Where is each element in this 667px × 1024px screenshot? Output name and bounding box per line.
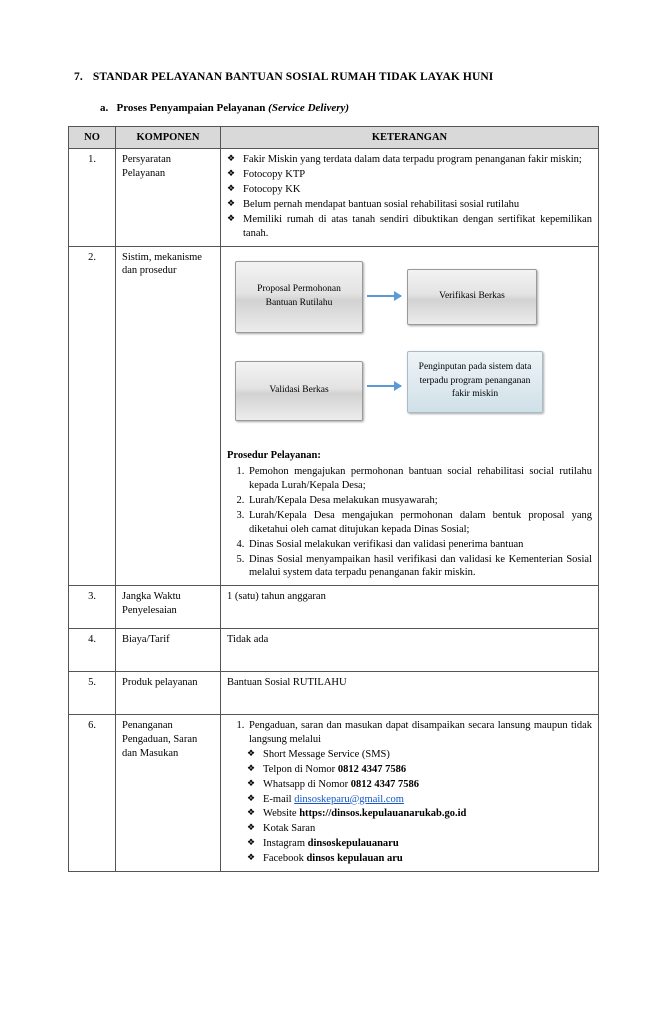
requirement-list (227, 153, 592, 240)
page-title (68, 70, 599, 86)
flow-box-penginputan: Penginputan pada sistem data terpadu program penanganan fakir miskin (407, 351, 543, 413)
row-komponen: Biaya/Tarif (116, 629, 221, 672)
row-komponen: Sistim, mekanisme dan prosedur (116, 246, 221, 586)
channel-label: Short Message Service (SMS) (263, 748, 390, 760)
list-item: 1. Pengaduan, saran dan masukan dapat disampaikan secara lansung maupun tidak langsung melalui (247, 719, 592, 747)
row-keterangan (221, 246, 599, 586)
flow-box-proposal: Proposal Permohonan Bantuan Rutilahu (235, 261, 363, 333)
table-row (69, 629, 599, 672)
list-item: ❖ Memiliki rumah di atas tanah sendiri dibuktikan dengan sertifikat kepemilikan tanah. (227, 213, 592, 241)
website-value: https://dinsos.kepulauanarukab.go.id (299, 808, 467, 820)
channel-value: dinsoskepulauanaru (307, 838, 399, 850)
procedure-list (227, 465, 592, 580)
row-komponen: Persyaratan Pelayanan (116, 149, 221, 246)
section-subtitle (68, 102, 599, 114)
list-item: 2. Lurah/Kepala Desa melakukan musyawarah; (247, 494, 592, 508)
flow-box-validasi: Validasi Berkas (235, 361, 363, 421)
header-komponen: KOMPONEN (116, 126, 221, 149)
row-komponen: Penanganan Pengaduan, Saran dan Masukan (116, 715, 221, 872)
subtitle-text: Proses Penyampaian Pelayanan (116, 101, 266, 114)
page-title-number: 7. (74, 71, 83, 83)
channel-label: Instagram (263, 838, 308, 850)
page-title-text: STANDAR PELAYANAN BANTUAN SOSIAL RUMAH TIDAK LAYAK HUNI (92, 71, 494, 83)
row-no: 4. (69, 629, 116, 672)
row-no: 5. (69, 672, 116, 715)
channel-value: 0812 4347 7586 (337, 763, 407, 775)
table-row (69, 715, 599, 872)
complaint-intro-list (227, 719, 592, 747)
header-no: NO (69, 126, 116, 149)
flow-arrow-right-icon (367, 295, 401, 297)
list-item (247, 748, 592, 762)
list-item: 3. Lurah/Kepala Desa mengajukan permohonan dalam bentuk proposal yang diketahui oleh camat ditujukan kepada Dinas Sosial; (247, 509, 592, 537)
list-item (247, 837, 592, 851)
list-item (247, 807, 592, 821)
table-row (69, 149, 599, 246)
list-item: 4. Dinas Sosial melakukan verifikasi dan validasi penerima bantuan (247, 538, 592, 552)
list-item (247, 763, 592, 777)
flow-arrow-right-icon (367, 385, 401, 387)
row-keterangan: 1 (satu) tahun anggaran (221, 586, 599, 629)
email-link[interactable]: dinsoskeparu@gmail.com (294, 793, 404, 805)
row-no: 6. (69, 715, 116, 872)
row-no: 2. (69, 246, 116, 586)
list-item: ❖ Fotocopy KK (227, 183, 592, 197)
list-item: ❖ Belum pernah mendapat bantuan sosial rehabilitasi sosial rutilahu (227, 198, 592, 212)
row-komponen: Produk pelayanan (116, 672, 221, 715)
list-item (247, 852, 592, 866)
row-keterangan (221, 715, 599, 872)
row-keterangan: Tidak ada (221, 629, 599, 672)
channel-label: Website (263, 808, 300, 820)
procedure-title: Prosedur Pelayanan: (227, 449, 321, 461)
service-standard-table (68, 126, 599, 872)
row-no: 1. (69, 149, 116, 246)
row-keterangan (221, 149, 599, 246)
row-komponen: Jangka Waktu Penyelesaian (116, 586, 221, 629)
row-no: 3. (69, 586, 116, 629)
channel-value: dinsos kepulauan aru (306, 853, 403, 864)
channel-value: 0812 4347 7586 (350, 778, 420, 790)
list-item (247, 822, 592, 836)
channel-label: Telpon di Nomor (263, 763, 338, 775)
channel-label: Whatsapp di Nomor (263, 778, 351, 790)
channel-label: Kotak Saran (263, 823, 316, 835)
table-row (69, 586, 599, 629)
list-item (247, 778, 592, 792)
complaint-channel-list (247, 748, 592, 866)
row-keterangan: Bantuan Sosial RUTILAHU (221, 672, 599, 715)
list-item: ❖ Fakir Miskin yang terdata dalam data terpadu program penanganan fakir miskin; (227, 153, 592, 167)
list-item (247, 793, 592, 807)
subtitle-italic: (Service Delivery) (268, 101, 350, 114)
list-item: 1. Pemohon mengajukan permohonan bantuan social rehabilitasi social rutilahu kepada Lurah/Kepala Desa; (247, 465, 592, 493)
table-header-row (69, 126, 599, 149)
subtitle-letter: a. (100, 101, 109, 114)
channel-label: E-mail (263, 793, 295, 805)
process-flow-diagram (227, 257, 592, 437)
header-keterangan: KETERANGAN (221, 126, 599, 149)
channel-label: Facebook (263, 853, 307, 864)
flow-box-verifikasi: Verifikasi Berkas (407, 269, 537, 325)
table-row (69, 246, 599, 586)
list-item: ❖ Fotocopy KTP (227, 168, 592, 182)
table-header (69, 126, 599, 149)
table-row (69, 672, 599, 715)
list-item: 5. Dinas Sosial menyampaikan hasil verifikasi dan validasi ke Kementerian Sosial melalui system data terpadu penanganan fakir miskin. (247, 553, 592, 581)
table-body (69, 149, 599, 871)
